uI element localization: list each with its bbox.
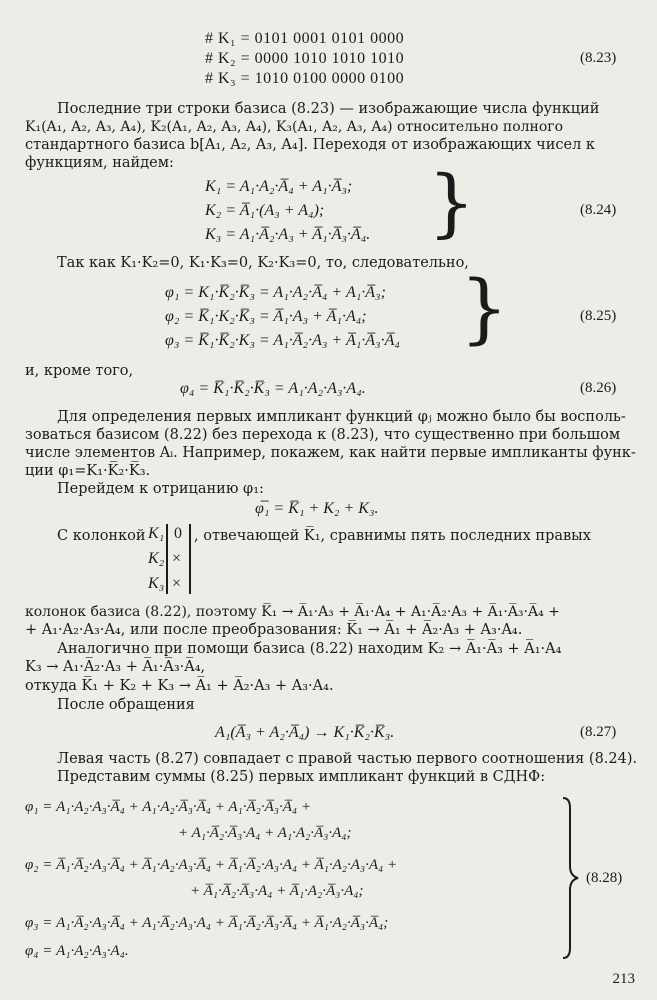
column-label-k1: K₁ — [148, 525, 165, 542]
right-brace — [560, 796, 582, 960]
paragraph-line: K₃ → A₁·A̅₂·A₃ + A̅₁·A̅₃·A̅₄, — [25, 659, 206, 675]
equation-line: φ₂ = A̅₁·A̅₂·A₃·A̅₄ + A̅₁·A₂·A₃·A̅₄ + A̅₁·A̅₂·A₃·A₄ + A̅₁·A₂·A₃·A₄ + — [25, 857, 398, 873]
equation-line: φ₃ = A₁·A̅₂·A₃·A̅₄ + A₁·A̅₂·A₃·A₄ + A̅₁·A̅₂·A̅₃·A̅₄ + A̅₁·A₂·A̅₃·A̅₄; — [25, 915, 389, 931]
column-intro: С колонкой — [57, 528, 146, 544]
paragraph-line: K₁(A₁, A₂, A₃, A₄), K₂(A₁, A₂, A₃, A₄), K₃(A₁, A₂, A₃, A₄) относительно полного — [25, 119, 564, 135]
page-number: 213 — [612, 971, 635, 987]
column-value: 0 — [174, 525, 182, 542]
column-tail: , отвечающей K̅₁, сравнимы пять последних правых — [194, 528, 591, 544]
paragraph-line: Для определения первых импликант функций φⱼ можно было бы восполь- — [57, 409, 626, 425]
paragraph-line: колонок базиса (8.22), поэтому K̅₁ → A̅₁·A₃ + A̅₁·A₄ + A₁·A̅₂·A₃ + A̅₁·A̅₃·A̅₄ + — [25, 604, 560, 620]
paragraph-line: Левая часть (8.27) совпадает с правой частью первого соотношения (8.24). — [57, 751, 638, 767]
equation-line: φ₁ = A₁·A₂·A₃·A̅₄ + A₁·A₂·A̅₃·A̅₄ + A₁·A̅₂·A̅₃·A̅₄ + — [25, 799, 311, 815]
paragraph-line: + A₁·A₂·A₃·A₄, или после преобразования: K̅₁ → A̅₁ + A̅₂·A₃ + A₃·A₄. — [25, 622, 523, 638]
column-divider-left — [166, 524, 168, 594]
paragraph-line: ции φ₁=K₁·K̅₂·K̅₃. — [25, 463, 151, 479]
equation-line: φ₁ = K₁·K̅₂·K̅₃ = A₁·A₂·A̅₄ + A₁·A̅₃; — [165, 284, 386, 301]
eq-number-8-24: (8.24) — [580, 202, 617, 218]
column-divider-right — [189, 524, 191, 594]
eq-number-8-28: (8.28) — [586, 870, 623, 886]
right-brace: } — [460, 263, 509, 352]
equation-line: + A̅₁·A̅₂·A̅₃·A₄ + A̅₁·A₂·A̅₃·A₄; — [190, 883, 364, 899]
equation-line: φ₃ = K̅₁·K̅₂·K₃ = A₁·A̅₂·A₃ + A̅₁·A̅₃·A̅₄ — [165, 332, 400, 349]
paragraph-line: Представим суммы (8.25) первых импликант функций в СДНФ: — [57, 769, 546, 785]
paragraph-line: стандартного базиса b[A₁, A₂, A₃, A₄]. Переходя от изображающих чисел к — [25, 137, 595, 153]
column-value: × — [172, 575, 182, 592]
paragraph-line: числе элементов Aᵢ. Например, покажем, как найти первые импликанты функ- — [25, 445, 636, 461]
eq-number-8-26: (8.26) — [580, 380, 617, 396]
column-label-k2: K₂ — [148, 550, 165, 567]
equation-line: + A₁·A̅₂·A̅₃·A₄ + A₁·A₂·A̅₃·A₄; — [178, 825, 352, 841]
column-value: × — [172, 550, 182, 567]
column-label-k3: K₃ — [148, 575, 165, 592]
paragraph-line: и, кроме того, — [25, 363, 134, 379]
paragraph-line: Последние три строки базиса (8.23) — изображающие числа функций — [57, 101, 600, 117]
equation-line: φ₄ = A₁·A₂·A₃·A₄. — [25, 943, 129, 959]
eq-number-8-25: (8.25) — [580, 308, 617, 324]
equation-line: φ₄ = K̅₁·K̅₂·K̅₃ = A₁·A₂·A₃·A₄. — [180, 380, 366, 397]
paragraph-line: Так как K₁·K₂=0, K₁·K₃=0, K₂·K₃=0, то, следовательно, — [57, 255, 469, 271]
paragraph-line: функциям, найдем: — [25, 155, 174, 171]
equation-line: K₁ = A₁·A₂·A̅₄ + A₁·A̅₃; — [205, 178, 353, 195]
equation-line: φ̅₁ = K̅₁ + K₂ + K₃. — [255, 500, 379, 517]
paragraph-line: После обращения — [57, 697, 195, 713]
basis-row-3: # K₃ = 1010 0100 0000 0100 — [205, 70, 405, 87]
eq-number-8-27: (8.27) — [580, 724, 617, 740]
paragraph-line: зоваться базисом (8.22) без перехода к (8.23), что существенно при большом — [25, 427, 621, 443]
equation-line: φ₂ = K̅₁·K₂·K̅₃ = A̅₁·A₃ + A̅₁·A₄; — [165, 308, 367, 325]
basis-row-1: # K₁ = 0101 0001 0101 0000 — [205, 30, 405, 47]
equation-line: K₃ = A₁·A̅₂·A₃ + A̅₁·A̅₃·A̅₄. — [205, 226, 371, 243]
equation-line: K₂ = A̅₁·(A₃ + A₄); — [205, 202, 325, 219]
eq-number-8-23: (8.23) — [580, 50, 617, 66]
basis-row-2: # K₂ = 0000 1010 1010 1010 — [205, 50, 405, 67]
equation-line: A₁(A̅₃ + A₂·A̅₄) → K₁·K̅₂·K̅₃. — [215, 724, 395, 741]
paragraph-line: Перейдем к отрицанию φ₁: — [57, 481, 264, 497]
right-brace: } — [428, 160, 476, 246]
paragraph-line: Аналогично при помощи базиса (8.22) находим K₂ → A̅₁·A̅₃ + A̅₁·A₄ — [57, 641, 562, 657]
paragraph-line: откуда K̅₁ + K₂ + K₃ → A̅₁ + A̅₂·A₃ + A₃·A₄. — [25, 678, 334, 694]
